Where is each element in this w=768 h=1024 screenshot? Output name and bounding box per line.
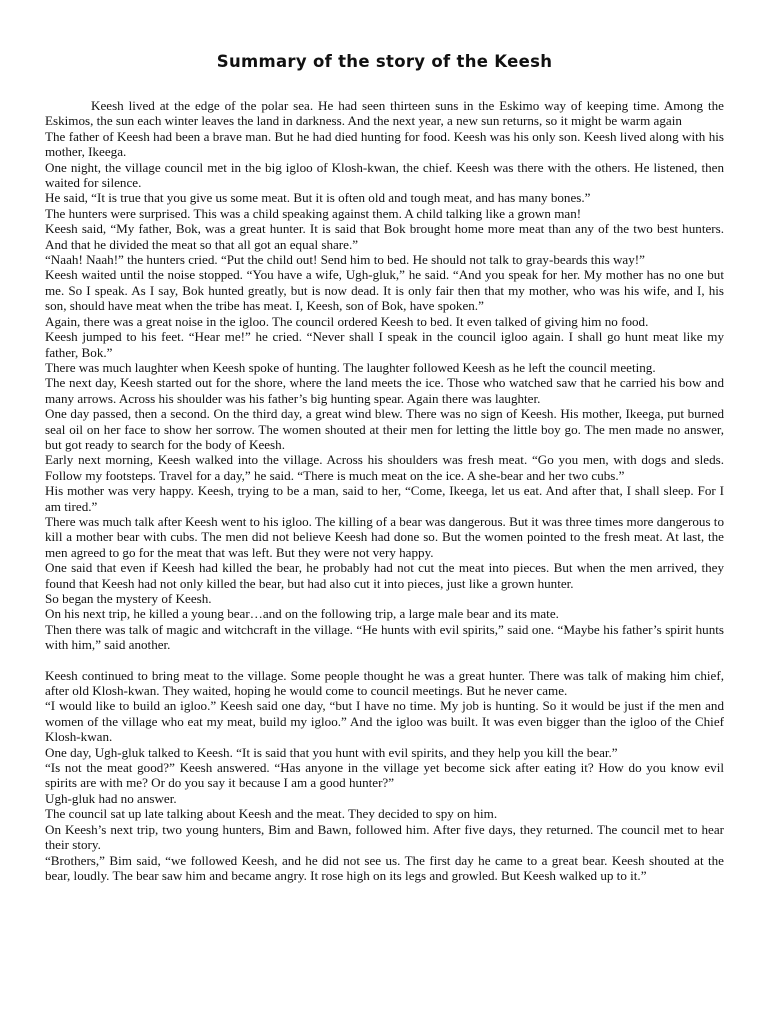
paragraph: The father of Keesh had been a brave man. But he had died hunting for food. Keesh was his only son. Keesh lived along with his mother, Ikeega. [45,128,724,160]
paragraph: One said that even if Keesh had killed the bear, he probably had not cut the meat into pieces. But when the men arrived, they found that Keesh had not only killed the bear, but had also cut it into pieces, just like a grown hunter. [45,560,724,591]
paragraph: One night, the village council met in the big igloo of Klosh-kwan, the chief. Keesh was there with the others. He listened, then waited for silence. [45,159,724,191]
paragraph: His mother was very happy. Keesh, trying to be a man, said to her, “Come, Ikeega, let us eat. And after that, I shall sleep. For I am tired.” [45,483,724,514]
page-title: Summary of the story of the Keesh [216,52,553,71]
paragraph: Ugh-gluk had no answer. [45,790,177,806]
paragraph: “Is not the meat good?” Keesh answered. “Has anyone in the village yet become sick after eating it? How do you know evil spirits are with me? Or do you say it because I am a good hunter?” [45,760,724,791]
paragraph: So began the mystery of Keesh. [45,591,212,606]
paragraph: On Keesh’s next trip, two young hunters, Bim and Bawn, followed him. After five days, they returned. The council met to hear their story. [45,821,724,853]
paragraph: Keesh lived at the edge of the polar sea. He had seen thirteen suns in the Eskimo way of keeping time. Among the Eskimos, the sun each winter leaves the land in darkness. And the next year, a new sun returns, so it might be warm again [45,98,724,129]
paragraph: Early next morning, Keesh walked into the village. Across his shoulders was fresh meat. “Go you men, with dogs and sleds. Follow my footsteps. Travel for a day,” he said. “There is much meat on the ice. A she-bear and her two cubs.” [45,452,724,483]
paragraph: One day, Ugh-gluk talked to Keesh. “It is said that you hunt with evil spirits, and they help you kill the bear.” [45,744,618,760]
paragraph: The next day, Keesh started out for the shore, where the land meets the ice. Those who watched saw that he carried his bow and many arrows. Across his shoulder was his father’s big hunting spear. Again there was laughter. [45,375,724,406]
paragraph: There was much talk after Keesh went to his igloo. The killing of a bear was dangerous. But it was three times more dangerous to kill a mother bear with cubs. The men did not believe Keesh had done so. But the women pointed to the fresh meat. At last, the men agreed to go for the meat that was left. But they were not very happy. [45,513,724,560]
paragraph: Then there was talk of magic and witchcraft in the village. “He hunts with evil spirits,” said one. “Maybe his father’s spirit hunts with him,” said another. [45,621,724,653]
paragraph: Keesh waited until the noise stopped. “You have a wife, Ugh-gluk,” he said. “And you speak for her. My mother has no one but me. So I speak. As I say, Bok hunted greatly, but is now dead. It is only fair then that my mother, who was his wife, and I, his son, should have meat when the tribe has meat. I, Keesh, son of Bok, have spoken.” [45,267,724,314]
paragraph: “I would like to build an igloo.” Keesh said one day, “but I have no time. My job is hunting. So it would be just if the men and women of the village who eat my meat, build my igloo.” And the igloo was built. It was even bigger than the igloo of the Chief Klosh-kwan. [45,698,724,745]
paragraph: Keesh jumped to his feet. “Hear me!” he cried. “Never shall I speak in the council igloo again. I shall go hunt meat like my father, Bok.” [45,329,724,360]
paragraph: Keesh said, “My father, Bok, was a great hunter. It is said that Bok brought home more meat than any of the two best hunters. And that he divided the meat so that all got an equal share.” [45,221,724,252]
paragraph: Keesh continued to bring meat to the village. Some people thought he was a great hunter. There was talk of making him chief, after old Klosh-kwan. They waited, hoping he would come to council meetings. But he never came. [45,667,724,699]
paragraph: The council sat up late talking about Keesh and the meat. They decided to spy on him. [45,806,498,822]
paragraph: He said, “It is true that you give us some meat. But it is often old and tough meat, and has many bones.” [45,190,591,206]
paragraph: On his next trip, he killed a young bear…and on the following trip, a large male bear and its mate. [45,606,559,622]
paragraph: One day passed, then a second. On the third day, a great wind blew. There was no sign of Keesh. His mother, Ikeega, put burned seal oil on her face to show her sorrow. The women shouted at their men for letting the little boy go. The men made no answer, but got ready to search for the body of Keesh. [45,406,724,452]
paragraph: “Brothers,” Bim said, “we followed Keesh, and he did not see us. The first day he came to a great bear. Keesh shouted at the bear, loudly. The bear saw him and became angry. It rose high on its legs and growled. But Keesh walked up to it.” [45,852,724,883]
story-body [45,98,724,883]
paragraph: “Naah! Naah!” the hunters cried. “Put the child out! Send him to bed. He should not talk to gray-beards this way!” [45,252,645,268]
paragraph: The hunters were surprised. This was a child speaking against them. A child talking like a grown man! [45,205,582,221]
paragraph: Again, there was a great noise in the igloo. The council ordered Keesh to bed. It even talked of giving him no food. [45,313,649,329]
paragraph: There was much laughter when Keesh spoke of hunting. The laughter followed Keesh as he left the council meeting. [45,359,656,375]
